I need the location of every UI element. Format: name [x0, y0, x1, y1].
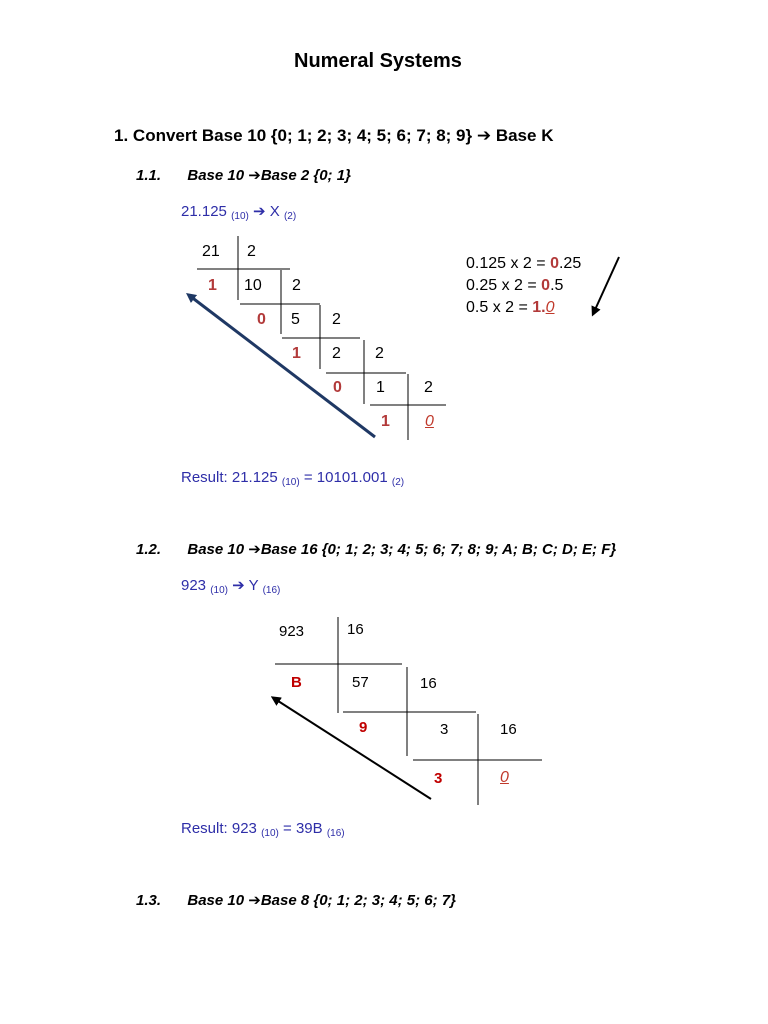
arrow-icon: ➔	[232, 577, 245, 594]
section-target: Base K	[495, 126, 554, 145]
divisor: 2	[247, 243, 256, 260]
subsection-number: 1.3.	[136, 892, 162, 909]
arrow-icon: ➔	[248, 541, 261, 558]
divisor: 16	[420, 675, 437, 692]
divisor: 16	[500, 721, 517, 738]
binary-read-arrow	[190, 296, 375, 437]
remainder: 0	[257, 311, 266, 328]
arrow-icon: ➔	[248, 892, 261, 909]
result-1-1: Result: 21.125 $_{(10)}$ = 10101.001 $_{(2)}$	[181, 469, 405, 488]
divisor: 16	[347, 621, 364, 638]
example-to-base: (2)	[283, 211, 297, 222]
divisor: 2	[375, 345, 384, 362]
divisor: 2	[424, 379, 433, 396]
from-base: Base 10	[187, 167, 245, 184]
dividend-923: 923	[279, 623, 305, 640]
hex-read-arrow	[275, 699, 431, 799]
section-number: 1.	[114, 126, 129, 145]
remainder: 9	[359, 719, 368, 736]
example-value: 923	[181, 577, 207, 594]
arrow-icon: ➔	[248, 167, 261, 184]
fraction-read-arrow	[594, 257, 619, 312]
from-base: Base 10	[187, 541, 245, 558]
fraction-line-2: 0.25 x 2 = 0.5	[466, 277, 564, 294]
result-1-2: Result: 923 $_{(10)}$ = 39B $_{(16)}$	[181, 820, 345, 839]
remainder: 0	[333, 379, 342, 396]
dividend-1: 1	[376, 379, 385, 396]
dividend-5: 5	[291, 311, 300, 328]
from-base: Base 10	[187, 892, 245, 909]
dividend-57: 57	[352, 674, 369, 691]
to-base: Base 2 {0; 1}	[260, 167, 351, 184]
to-base: Base 16 {0; 1; 2; 3; 4; 5; 6; 7; 8; 9; A; B; C; D; E; F}	[260, 541, 617, 558]
subsection-number: 1.1.	[136, 167, 162, 184]
remainder: 1	[208, 277, 217, 294]
dividend-10: 10	[244, 277, 262, 294]
dividend-3: 3	[440, 721, 449, 738]
example-from-base: (10)	[210, 585, 228, 596]
remainder: 1	[381, 413, 390, 430]
dividend-21: 21	[202, 243, 220, 260]
arrow-icon: ➔	[476, 126, 492, 145]
page-title: Numeral Systems	[294, 50, 462, 72]
example-from-base: (10)	[231, 211, 249, 222]
example-var: Y	[248, 577, 259, 594]
fraction-line-1: 0.125 x 2 = 0.25	[466, 255, 582, 272]
fraction-line-3: 0.5 x 2 = 1.0	[466, 299, 555, 316]
final-quotient: 0	[425, 413, 434, 430]
remainder: 1	[292, 345, 301, 362]
to-base: Base 8 {0; 1; 2; 3; 4; 5; 6; 7}	[260, 892, 456, 909]
divisor: 2	[332, 311, 341, 328]
remainder: 3	[434, 770, 443, 787]
final-quotient: 0	[500, 769, 509, 786]
example-var: X	[269, 203, 280, 220]
subsection-number: 1.2.	[136, 541, 162, 558]
example-1-2	[181, 576, 280, 594]
subsection-heading-1-3	[136, 891, 456, 909]
example-value: 21.125	[181, 203, 227, 220]
arrow-icon: ➔	[253, 203, 266, 220]
section-text: Convert Base 10 {0; 1; 2; 3; 4; 5; 6; 7; 8; 9}	[132, 126, 473, 145]
divisor: 2	[292, 277, 301, 294]
remainder: B	[291, 674, 302, 691]
subsection-heading-1-2	[136, 540, 616, 558]
dividend-2: 2	[332, 345, 341, 362]
example-to-base: (16)	[262, 585, 281, 596]
